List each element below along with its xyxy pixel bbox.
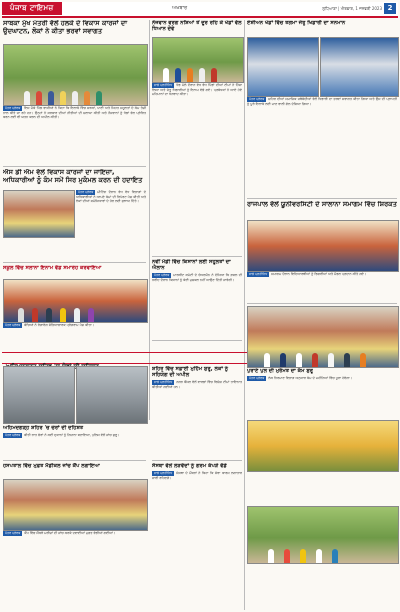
story-headline[interactable]: ਸ਼ਹਿਰ ਵਿੱਚ ਸਫ਼ਾਈ ਮੁਹਿੰਮ ਸ਼ੁਰੂ, ਲੋਕਾਂ ਨੂੰ ਸਹਿਯੋਗ ਦੀ ਅਪੀਲ: [152, 366, 229, 379]
story-6: [152, 259, 242, 329]
story-headline[interactable]: ਰਾਜਪਾਲ ਵੱਲੋਂ ਯੂਨੀਵਰਸਿਟੀ ਦੇ ਸਾਲਾਨਾ ਸਮਾਗਮ ਵਿੱਚ ਸ਼ਿਰਕਤ: [247, 201, 397, 208]
story-kicker: ਪੱਤਰ ਪ੍ਰੇਰਕ: [5, 323, 21, 327]
story-photo: [152, 37, 244, 83]
story-11: [247, 368, 397, 418]
dateline: ਲੁਧਿਆਣਾ | ਐਤਵਾਰ, 1 ਜਨਵਰੀ 2023: [322, 6, 382, 11]
story-headline[interactable]: ਪੁਰਾਣੇ ਪੁਲ ਦੀ ਮੁਰੰਮਤ ਦਾ ਕੰਮ ਸ਼ੁਰੂ: [247, 368, 314, 374]
story-headline[interactable]: ਸਾਬਕਾ ਮੁੱਖ ਮੰਤਰੀ ਵੱਲੋਂ ਹਲਕੇ ਦੇ ਵਿਕਾਸ ਕਾਰਜਾਂ ਦਾ ਉਦਘਾਟਨ, ਲੋਕਾਂ ਨੇ ਕੀਤਾ ਭਰਵਾਂ ਸਵਾਗਤ: [3, 20, 128, 35]
story-photo: [3, 366, 75, 424]
story-body: ਖੇਡ ਮੇਲੇ ਦੌਰਾਨ ਵੱਖ ਵੱਖ ਪਿੰਡਾਂ ਦੀਆਂ ਟੀਮਾਂ ਨੇ ਹਿੱਸਾ ਲਿਆ ਅਤੇ ਜੇਤੂ ਖਿਡਾਰੀਆਂ ਨੂੰ ਇਨਾਮ ਵੰਡੇ ਗਏ। ਪ੍ਰਬੰਧਕਾਂ ਨੇ ਆਏ ਹੋਏ ਮਹਿਮਾਨਾਂ ਦਾ ਧੰਨਵਾਦ ਕੀਤਾ।: [152, 83, 242, 97]
story-9-body: [3, 425, 146, 457]
story-10-body: [3, 531, 146, 607]
story-5-body: [247, 272, 397, 300]
story-divider: [3, 262, 146, 263]
story-kicker: ਪੱਤਰ ਪ੍ਰੇਰਕ: [78, 190, 94, 194]
story-kicker: ਪੱਤਰ ਪ੍ਰੇਰਕ: [5, 531, 21, 535]
story-photo: [247, 506, 399, 564]
story-photo: [320, 37, 399, 97]
story-photo: [76, 366, 148, 424]
masthead: [2, 2, 398, 18]
story-7-headline-block: [3, 265, 146, 277]
story-8: [152, 366, 242, 426]
story-photo: [3, 44, 148, 106]
story-1-body: [3, 106, 146, 164]
story-photo: [247, 37, 319, 97]
page-number: 2: [384, 3, 396, 14]
story-kicker: ਸਾਡੇ ਪ੍ਰਤੀਨਿਧ: [249, 272, 268, 276]
story-1-headline-block: [3, 20, 146, 42]
story-4-body: [76, 190, 146, 236]
story-4-headline-block: [3, 169, 146, 189]
story-divider: [3, 460, 146, 461]
story-3-headline-block: [247, 20, 397, 36]
story-photo: [3, 279, 148, 323]
story-divider: [152, 256, 242, 257]
story-headline[interactable]: ਨੌਜਵਾਨ ਵਰਗ ਨਸ਼ਿਆਂ ਤੋਂ ਦੂਰ ਰਹਿ ਕੇ ਖੇਡਾਂ ਵੱਲ ਧਿਆਨ ਦੇਵੇ: [152, 20, 242, 33]
story-kicker: ਪੱਤਰ ਪ੍ਰੇਰਕ: [154, 273, 170, 278]
story-body: ਸਮਾਗਮ ਦੌਰਾਨ ਵਿਦਿਆਰਥੀਆਂ ਨੂੰ ਡਿਗਰੀਆਂ ਅਤੇ ਮੈਡਲ ਪ੍ਰਦਾਨ ਕੀਤੇ ਗਏ।: [271, 272, 367, 276]
story-headline[interactable]: ਐਸ ਡੀ ਐਮ ਵੱਲੋਂ ਵਿਕਾਸ ਕਾਰਜਾਂ ਦਾ ਜਾਇਜ਼ਾ, ਅਧਿਕਾਰੀਆਂ ਨੂੰ ਕੰਮ ਸਮੇਂ ਸਿਰ ਮੁਕੰਮਲ ਕਰਨ ਦੀ ਹਦਾਇਤ: [3, 169, 143, 184]
story-kicker: ਸਾਡੇ ਪ੍ਰਤੀਨਿਧ: [154, 83, 173, 87]
story-3-body: [247, 97, 397, 195]
story-divider: [152, 340, 242, 341]
story-headline[interactable]: ਹਸਪਤਾਲ ਵਿੱਚ ਮੁਫ਼ਤ ਮੈਡੀਕਲ ਜਾਂਚ ਕੈਂਪ ਲਗਾਇਆ: [3, 463, 101, 469]
story-10-headline-block: [3, 463, 146, 477]
story-photo: [3, 190, 75, 238]
story-kicker: ਪੱਤਰ ਪ੍ਰੇਰਕ: [249, 97, 265, 101]
story-kicker: ਸਾਡੇ ਪ੍ਰਤੀਨਿਧ: [154, 471, 173, 476]
story-kicker: ਪੱਤਰ ਪ੍ਰੇਰਕ: [5, 433, 21, 438]
story-body: ਕੈਂਪ ਵਿੱਚ ਸੈਂਕੜੇ ਮਰੀਜ਼ਾਂ ਦੀ ਜਾਂਚ ਕਰਕੇ ਦਵਾਈਆਂ ਮੁਫ਼ਤ ਵੰਡੀਆਂ ਗਈਆਂ।: [24, 531, 116, 535]
story-body: ਇਸ ਮੌਕੇ ਪਿੰਡ ਵਾਸੀਆਂ ਨੇ ਕਿਹਾ ਕਿ ਇਲਾਕੇ ਵਿੱਚ ਸੜਕਾਂ, ਪਾਣੀ ਅਤੇ ਸਿਹਤ ਸਹੂਲਤਾਂ ਦੇ ਕੰਮ ਤੇਜ਼ੀ ਨਾਲ ਕੀਤੇ ਜਾ ਰਹੇ ਹਨ। ਉਨ੍ਹਾਂ ਨੇ ਸਰਕਾਰ ਦੀਆਂ ਨੀਤੀਆਂ ਦੀ ਸ਼ਲਾਘਾ ਕੀਤੀ ਅਤੇ ਨੌਜਵਾਨਾਂ ਨੂੰ ਖੇਡਾਂ ਵੱਲ ਪ੍ਰੇਰਿਤ ਕਰਨ ਲਈ ਵੀ ਯਤਨ ਕਰਨ ਦੀ ਅਪੀਲ ਕੀਤੀ।: [3, 106, 146, 120]
column-rule: [244, 20, 245, 610]
section-label: ਅਖ਼ਬਾਰ: [172, 5, 188, 11]
story-headline[interactable]: ਅਹਿਮਦਗੜ੍ਹ ਸ਼ਹਿਰ 'ਚ ਚੋਰਾਂ ਦੀ ਦਹਿਸ਼ਤ: [3, 425, 84, 431]
story-body: ਬੱਚਿਆਂ ਨੇ ਰੰਗਾਰੰਗ ਸੱਭਿਆਚਾਰਕ ਪ੍ਰੋਗਰਾਮ ਪੇਸ਼ ਕੀਤਾ।: [24, 323, 94, 327]
story-headline[interactable]: ਸਕੂਲ ਵਿੱਚ ਸਲਾਨਾ ਇਨਾਮ ਵੰਡ ਸਮਾਰੋਹ ਕਰਵਾਇਆ: [3, 265, 102, 271]
story-body: ਬੀਤੀ ਰਾਤ ਚੋਰਾਂ ਨੇ ਕਈ ਦੁਕਾਨਾਂ ਨੂੰ ਨਿਸ਼ਾਨਾ ਬਣਾਇਆ, ਪੁਲਿਸ ਵੱਲੋਂ ਜਾਂਚ ਸ਼ੁਰੂ।: [24, 433, 120, 438]
story-body: ਲੋਕ ਨਿਰਮਾਣ ਵਿਭਾਗ ਅਨੁਸਾਰ ਕੰਮ ਦੋ ਮਹੀਨਿਆਂ ਵਿੱਚ ਪੂਰਾ ਹੋਵੇਗਾ।: [268, 376, 352, 381]
story-divider: [247, 198, 397, 199]
story-body: ਮਾਰਕੀਟ ਕਮੇਟੀ ਦੇ ਚੇਅਰਮੈਨ ਨੇ ਦੱਸਿਆ ਕਿ ਫ਼ਸਲ ਦੀ ਖ਼ਰੀਦ ਦੌਰਾਨ ਕਿਸਾਨਾਂ ਨੂੰ ਕੋਈ ਮੁਸ਼ਕਲ ਨਹੀਂ ਆਉਣ ਦਿੱਤੀ ਜਾਵੇਗੀ।: [152, 273, 242, 283]
story-7-body: [3, 323, 146, 349]
story-kicker: ਪੱਤਰ ਪ੍ਰੇਰਕ: [5, 106, 21, 110]
story-photo: [247, 420, 399, 472]
story-photo: [3, 479, 148, 531]
story-12: [152, 463, 242, 609]
story-divider: [247, 303, 397, 304]
story-photo: [247, 220, 399, 272]
story-body: ਮੀਟਿੰਗ ਦੌਰਾਨ ਵੱਖ ਵੱਖ ਵਿਭਾਗਾਂ ਦੇ ਅਧਿਕਾਰੀਆਂ ਨੇ ਆਪਣੇ ਕੰਮਾਂ ਦੀ ਰਿਪੋਰਟ ਪੇਸ਼ ਕੀਤੀ ਅਤੇ ਲੋਕਾਂ ਦੀਆਂ ਸਮੱਸਿਆਵਾਂ ਦੇ ਹੱਲ ਲਈ ਸੁਝਾਅ ਦਿੱਤੇ।: [76, 190, 146, 204]
story-body: ਸ਼ਹਿਰ ਦੀਆਂ ਸਮਾਜਿਕ ਜਥੇਬੰਦੀਆਂ ਵੱਲੋਂ ਖਿਡਾਰੀ ਦਾ ਭਰਵਾਂ ਸਵਾਗਤ ਕੀਤਾ ਗਿਆ ਅਤੇ ਉਸ ਦੀ ਪ੍ਰਾਪਤੀ ਨੂੰ ਪੂਰੇ ਇਲਾਕੇ ਲਈ ਮਾਣ ਵਾਲੀ ਗੱਲ ਦੱਸਿਆ ਗਿਆ।: [247, 97, 397, 106]
story-divider: [152, 460, 242, 461]
story-2-headline-block: [152, 20, 242, 36]
story-headline[interactable]: ਏਸ਼ੀਅਨ ਖੇਡਾਂ ਵਿੱਚ ਤਗਮਾ ਜੇਤੂ ਖਿਡਾਰੀ ਦਾ ਸਨਮਾਨ: [247, 20, 346, 26]
story-headline[interactable]: ਸੰਸਥਾ ਵੱਲੋਂ ਲੋੜਵੰਦਾਂ ਨੂੰ ਗਰਮ ਕੱਪੜੇ ਵੰਡੇ: [152, 463, 227, 469]
story-body: ਨਗਰ ਕੌਂਸਲ ਵੱਲੋਂ ਵਾਰਡਾਂ ਵਿੱਚ ਵਿਸ਼ੇਸ਼ ਟੀਮਾਂ ਤਾਇਨਾਤ ਕੀਤੀਆਂ ਗਈਆਂ ਹਨ।: [152, 380, 242, 390]
story-photo: [247, 306, 399, 368]
story-kicker: ਪੱਤਰ ਪ੍ਰੇਰਕ: [249, 376, 265, 381]
story-2-body: [152, 83, 242, 253]
story-body: ਸੰਸਥਾ ਦੇ ਮੈਂਬਰਾਂ ਨੇ ਕਿਹਾ ਕਿ ਸੇਵਾ ਕਾਰਜ ਲਗਾਤਾਰ ਜਾਰੀ ਰਹਿਣਗੇ।: [152, 471, 242, 481]
story-headline[interactable]: ਨਵੀਂ ਮੰਡੀ ਵਿੱਚ ਕਿਸਾਨਾਂ ਲਈ ਸਹੂਲਤਾਂ ਦਾ ਐਲਾਨ: [152, 259, 231, 272]
story-divider: [3, 166, 146, 167]
newspaper-logo: ਪੰਜਾਬ ਟਾਇਮਜ਼: [2, 2, 62, 15]
story-kicker: ਸਾਡੇ ਪ੍ਰਤੀਨਿਧ: [154, 380, 173, 385]
story-5-headline-block: [247, 201, 397, 219]
